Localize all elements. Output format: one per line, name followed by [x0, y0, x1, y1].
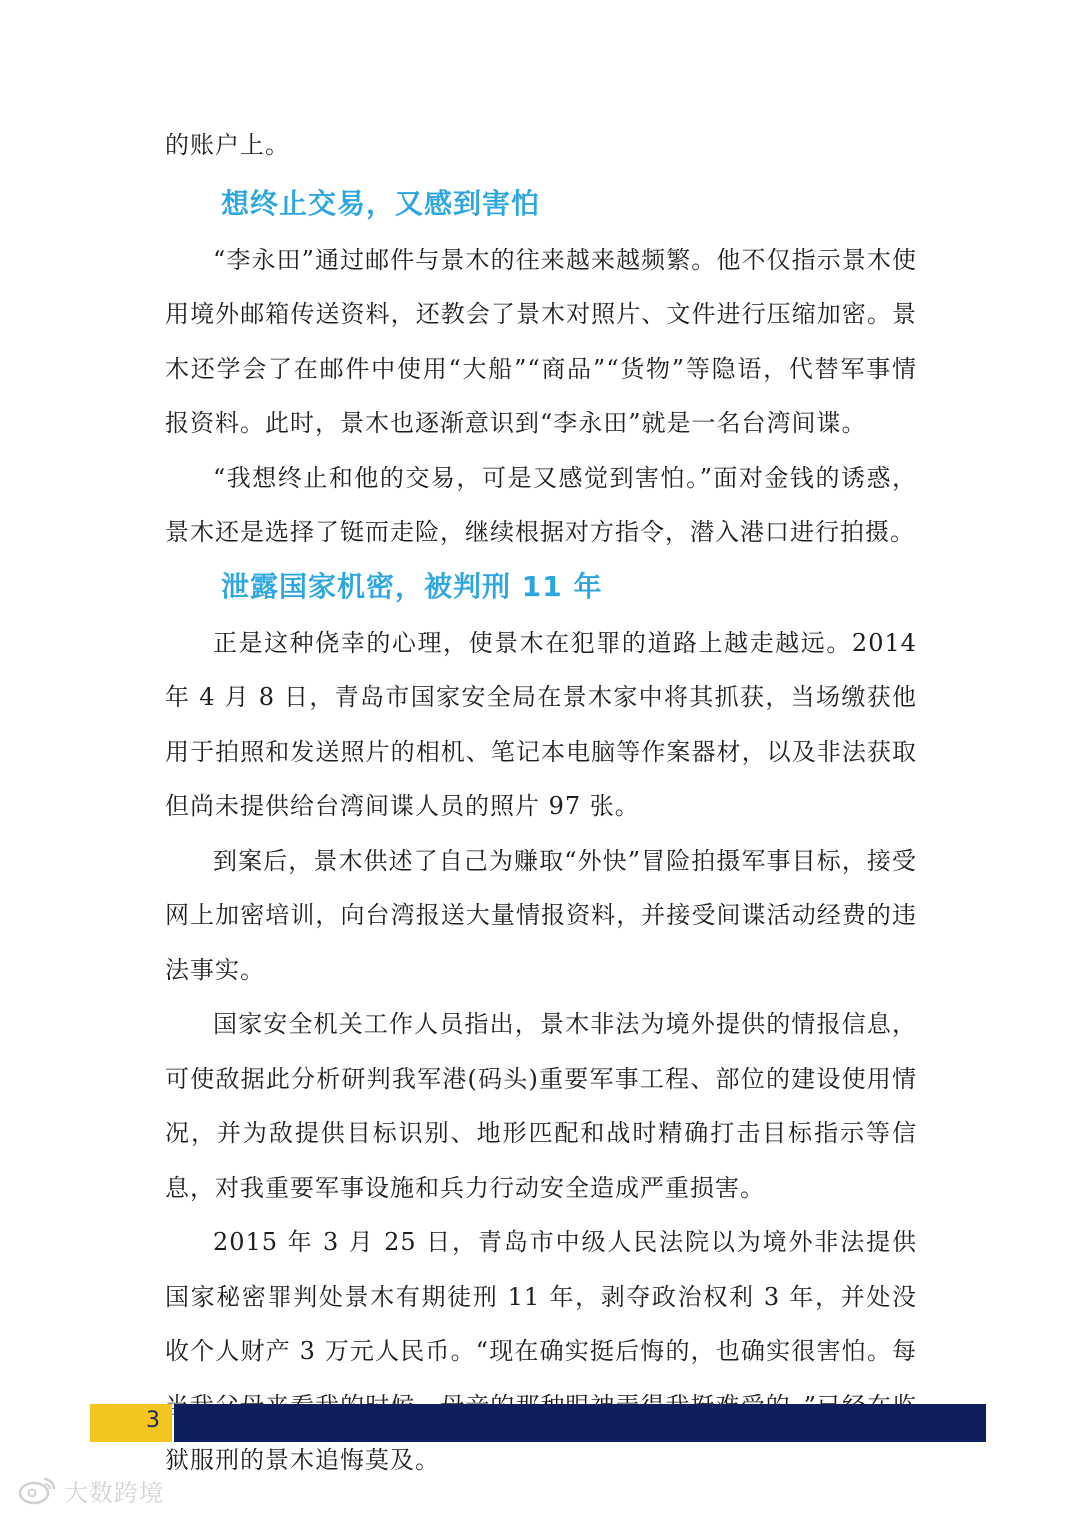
page-number-box — [90, 1404, 172, 1442]
section2-paragraph-2: 到案后，景木供述了自己为赚取“外快”冒险拍摄军事目标，接受网上加密培训，向台湾报送大量情报资料，并接受间谍活动经费的违法事实。 — [165, 846, 917, 984]
section-heading-2: 泄露国家机密，被判刑 11 年 — [221, 569, 603, 603]
watermark-text: 大数跨境 — [64, 1478, 164, 1507]
intro-tail-paragraph: 的账户上。 — [165, 131, 290, 159]
section2-paragraph-1: 正是这种侥幸的心理，使景木在犯罪的道路上越走越远。2014 年 4 月 8 日，青岛市国家安全局在景木家中将其抓获，当场缴获他用于拍照和发送照片的相机、笔记本电脑等作案器材，以及非法获取但尚未提供给台湾间谍人员的照片 97 张。 — [165, 628, 917, 820]
page-number: 3 — [146, 1408, 160, 1433]
section1-paragraph-1: “李永田”通过邮件与景木的往来越来越频繁。他不仅指示景木使用境外邮箱传送资料，还教会了景木对照片、文件进行压缩加密。景木还学会了在邮件中使用“大船”“商品”“货物”等隐语，代替军事情报资料。此时，景木也逐渐意识到“李永田”就是一名台湾间谍。 — [165, 245, 917, 437]
footer-decor-bar — [174, 1404, 986, 1442]
page-footer — [90, 1404, 986, 1442]
section2-paragraph-4: 2015 年 3 月 25 日，青岛市中级人民法院以为境外非法提供国家秘密罪判处景木有期徒刑 11 年，剥夺政治权利 3 年，并处没收个人财产 3 万元人民币。“现在确实挺后悔的，也确实很害怕。每 狱服刑的景木追悔莫及。 — [165, 1228, 917, 1474]
article-body — [165, 118, 917, 1488]
section2-paragraph-3: 国家安全机关工作人员指出，景木非法为境外提供的情报信息，可使敌据此分析研判我军港(码头)重要军事工程、部位的建设使用情况，并为敌提供目标识别、地形匹配和战时精确打击目标指示等信息，对我重要军事设施和兵力行动安全造成严重损害。 — [165, 1010, 917, 1202]
section-heading-1: 想终止交易，又感到害怕 — [221, 186, 541, 220]
weibo-style-logo-icon — [18, 1475, 58, 1505]
watermark — [18, 1470, 164, 1510]
section1-paragraph-2: “我想终止和他的交易，可是又感觉到害怕。”面对金钱的诱惑，景木还是选择了铤而走险，继续根据对方指令，潜入港口进行拍摄。 — [165, 463, 917, 546]
